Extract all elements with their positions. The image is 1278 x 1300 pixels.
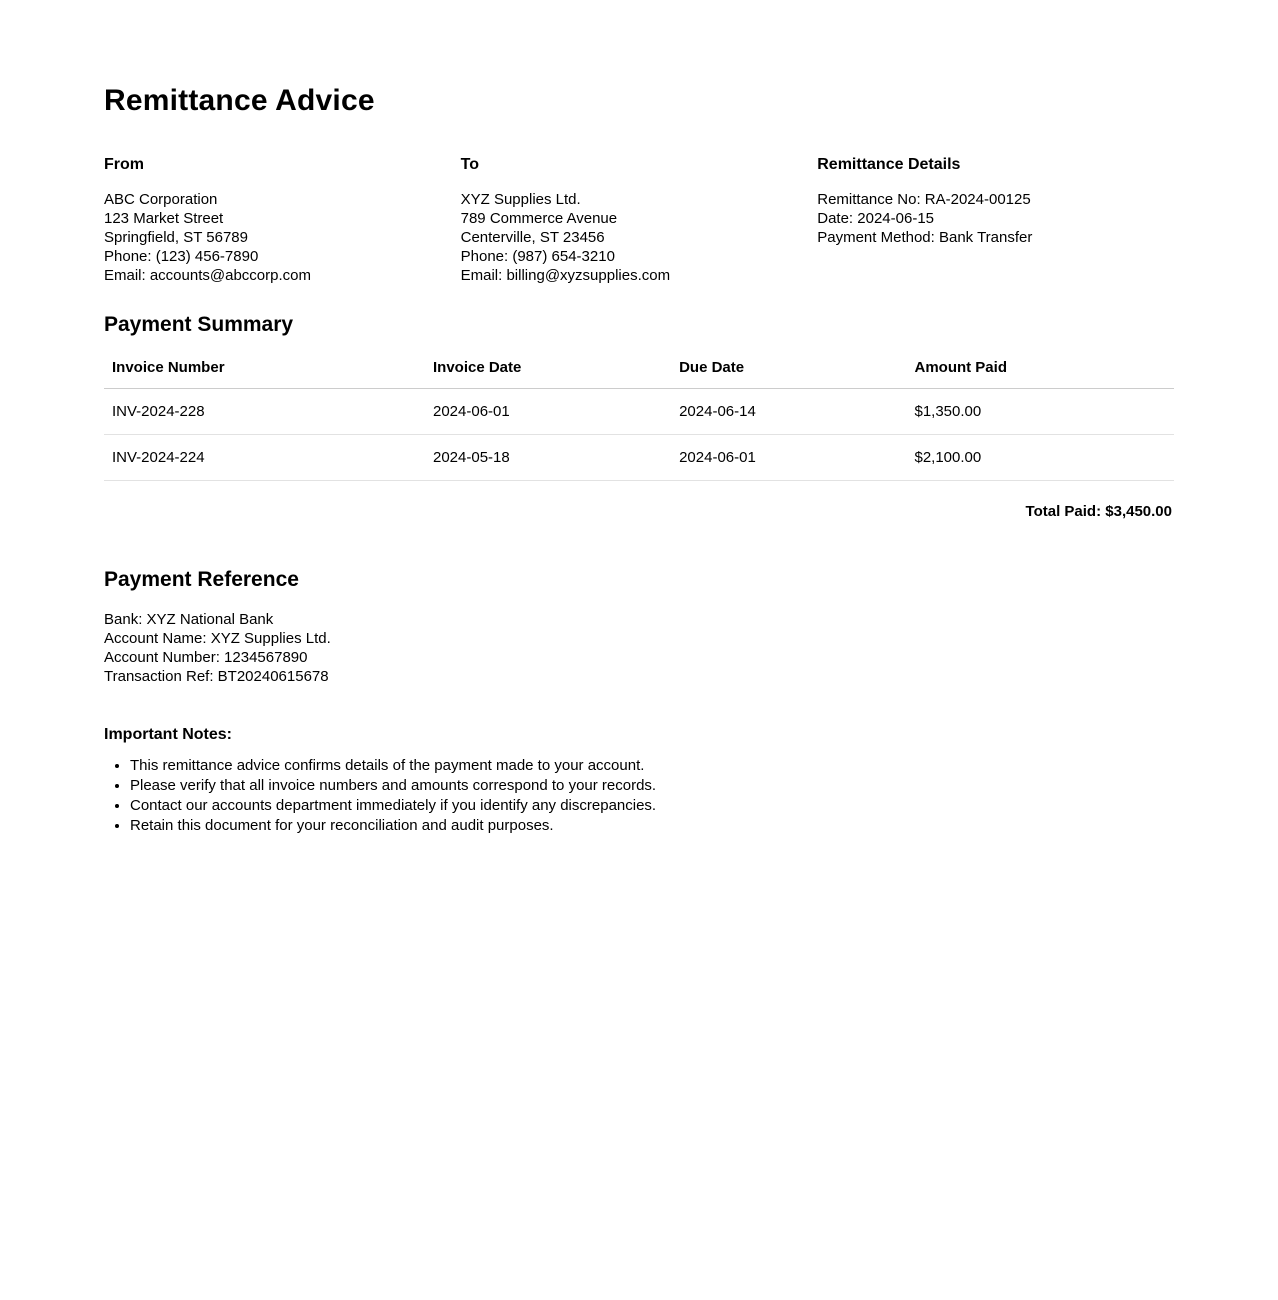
- payment-summary-heading: Payment Summary: [104, 313, 294, 336]
- from-line-company: ABC Corporation: [104, 191, 218, 208]
- list-item: • Please verify that all invoice numbers and amounts correspond to your records.: [130, 776, 1174, 795]
- cell-invoice-date: 2024-05-18: [425, 435, 671, 481]
- reference-account-number: Account Number: 1234567890: [104, 649, 308, 666]
- payment-reference-heading: Payment Reference: [104, 568, 299, 591]
- cell-due-date: 2024-06-01: [671, 435, 906, 481]
- cell-amount-paid: $1,350.00: [906, 389, 1174, 435]
- cell-due-date: 2024-06-14: [671, 389, 906, 435]
- to-line-company: XYZ Supplies Ltd.: [460, 191, 581, 208]
- from-line-street: 123 Market Street: [104, 210, 224, 227]
- column-header-due-date: Due Date: [671, 359, 906, 389]
- to-line-city: Centerville, ST 23456: [460, 229, 605, 246]
- parties-section: [104, 156, 1174, 285]
- cell-invoice-number: INV-2024-228: [104, 389, 425, 435]
- list-item: • This remittance advice confirms details of the payment made to your account.: [130, 756, 1174, 775]
- remittance-details-block: [817, 156, 1174, 285]
- list-item: • Retain this document for your reconciliation and audit purposes.: [130, 816, 1174, 835]
- from-block: [104, 156, 461, 285]
- cell-amount-paid: $2,100.00: [906, 435, 1174, 481]
- payment-summary-table: [104, 359, 1174, 481]
- page-title: Remittance Advice: [104, 84, 375, 117]
- important-notes-list: [104, 756, 1174, 835]
- remittance-number: Remittance No: RA-2024-00125: [817, 191, 1031, 208]
- to-line-email: Email: billing@xyzsupplies.com: [460, 267, 671, 284]
- cell-invoice-number: INV-2024-224: [104, 435, 425, 481]
- remittance-payment-method: Payment Method: Bank Transfer: [817, 229, 1033, 246]
- table-row: [104, 435, 1174, 481]
- from-heading: From: [104, 156, 144, 173]
- to-heading: To: [460, 156, 479, 173]
- list-item: • Contact our accounts department immediately if you identify any discrepancies.: [130, 796, 1174, 815]
- to-line-street: 789 Commerce Avenue: [460, 210, 618, 227]
- reference-bank: Bank: XYZ National Bank: [104, 611, 274, 628]
- remittance-date: Date: 2024-06-15: [817, 210, 934, 227]
- to-line-phone: Phone: (987) 654-3210: [460, 248, 615, 265]
- from-line-phone: Phone: (123) 456-7890: [104, 248, 259, 265]
- total-paid: Total Paid: $3,450.00: [1025, 503, 1172, 520]
- table-row: [104, 389, 1174, 435]
- from-line-email: Email: accounts@abccorp.com: [104, 267, 311, 284]
- remittance-details-heading: Remittance Details: [817, 156, 961, 173]
- reference-transaction-ref: Transaction Ref: BT20240615678: [104, 668, 329, 685]
- table-header-row: [104, 359, 1174, 389]
- column-header-amount-paid: Amount Paid: [906, 359, 1174, 389]
- column-header-invoice-date: Invoice Date: [425, 359, 671, 389]
- from-line-city: Springfield, ST 56789: [104, 229, 248, 246]
- reference-account-name: Account Name: XYZ Supplies Ltd.: [104, 630, 331, 647]
- cell-invoice-date: 2024-06-01: [425, 389, 671, 435]
- column-header-invoice-number: Invoice Number: [104, 359, 425, 389]
- to-block: [461, 156, 818, 285]
- important-notes-heading: Important Notes:: [104, 726, 232, 743]
